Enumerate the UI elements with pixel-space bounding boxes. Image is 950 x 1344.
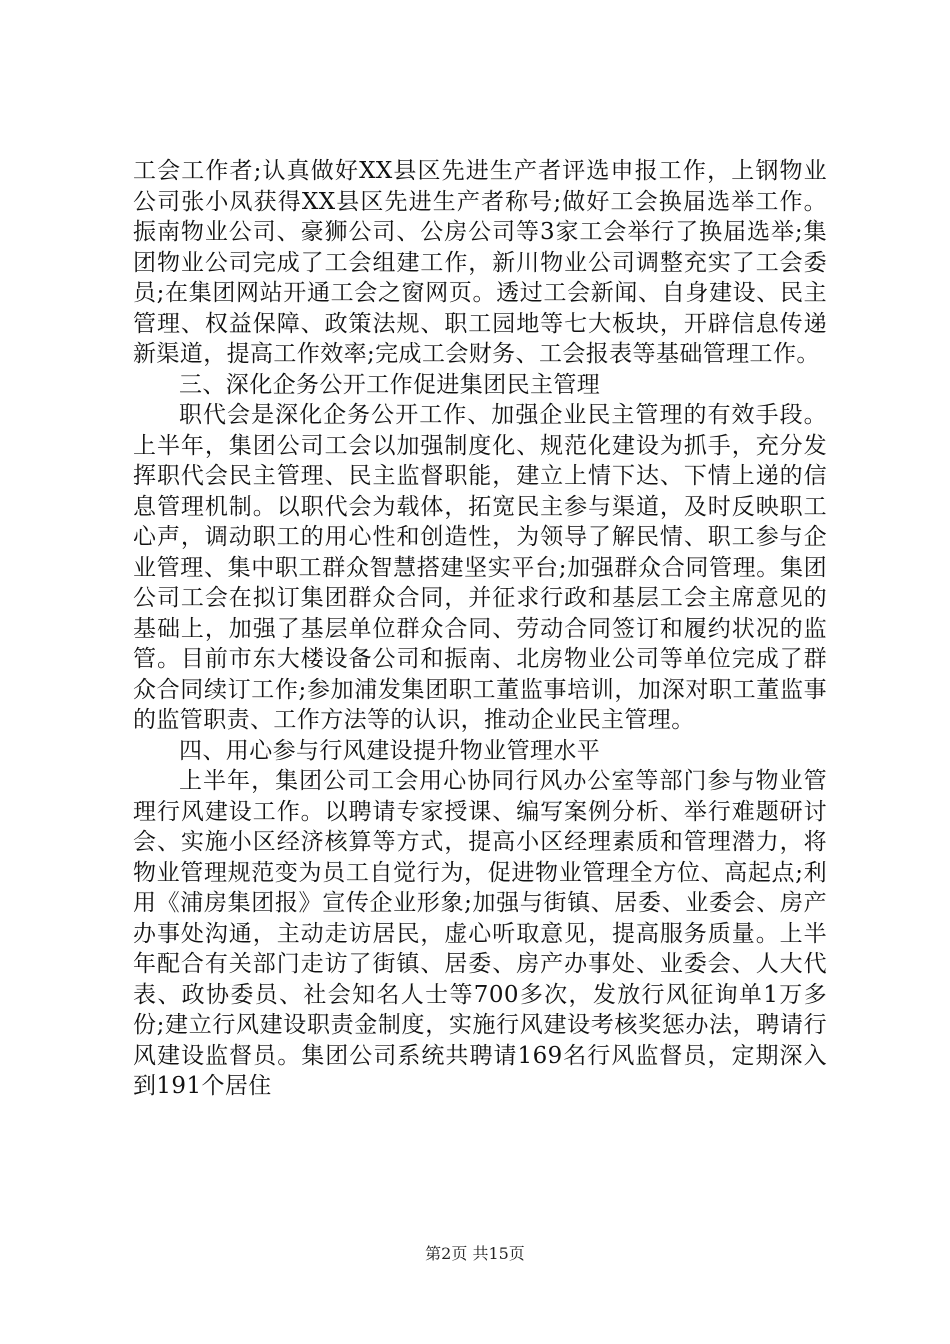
section-heading-3: 三、深化企务公开工作促进集团民主管理 — [179, 371, 601, 398]
section-heading-4: 四、用心参与行风建设提升物业管理水平 — [179, 737, 601, 764]
page-footer: 第2页 共15页 — [425, 1244, 525, 1263]
paragraph-section-4: 上半年，集团公司工会用心协同行风办公室等部门参与物业管理行风建设工作。以聘请专家授课、编写案例分析、举行难题研讨会、实施小区经济核算等方式，提高小区经理素质和管理潜力，将物业管理规范变为员工自觉行为，促进物业管理全方位、高起点;利用《浦房集团报》宣传企业形象;加强与街镇、居委、业委会、房产办事处沟通，主动走访居民，虚心听取意见，提高服务质量。上半年配合有关部门走访了街镇、居委、房产办事处、业委会、人大代表、政协委员、社会知名人士等700多次，发放行风征询单1万多份;建立行风建设职责金制度，实施行风建设考核奖惩办法，聘请行风建设监督员。集团公司系统共聘请169名行风监督员，定期深入到191个居住 — [133, 768, 827, 1099]
paragraph-continuation: 工会工作者;认真做好XX县区先进生产者评选申报工作，上钢物业公司张小凤获得XX县区先进生产者称号;做好工会换届选举工作。振南物业公司、豪狮公司、公房公司等3家工会举行了换届选举;集团物业公司完成了工会组建工作，新川物业公司调整充实了工会委员;在集团网站开通工会之窗网页。透过工会新闻、自身建设、民主管理、权益保障、政策法规、职工园地等七大板块，开辟信息传递新渠道，提高工作效率;完成工会财务、工会报表等基础管理工作。 — [133, 158, 827, 367]
paragraph-section-3: 职代会是深化企务公开工作、加强企业民主管理的有效手段。上半年，集团公司工会以加强制度化、规范化建设为抓手，充分发挥职代会民主管理、民主监督职能，建立上情下达、下情上递的信息管理机制。以职代会为载体，拓宽民主参与渠道，及时反映职工心声，调动职工的用心性和创造性，为领导了解民情、职工参与企业管理、集中职工群众智慧搭建坚实平台;加强群众合同管理。集团公司工会在拟订集团群众合同，并征求行政和基层工会主席意见的基础上，加强了基层单位群众合同、劳动合同签订和履约状况的监管。目前市东大楼设备公司和振南、北房物业公司等单位完成了群众合同续订工作;参加浦发集团职工董监事培训，加深对职工董监事的监管职责、工作方法等的认识，推动企业民主管理。 — [133, 402, 827, 733]
document-body — [133, 156, 827, 1102]
